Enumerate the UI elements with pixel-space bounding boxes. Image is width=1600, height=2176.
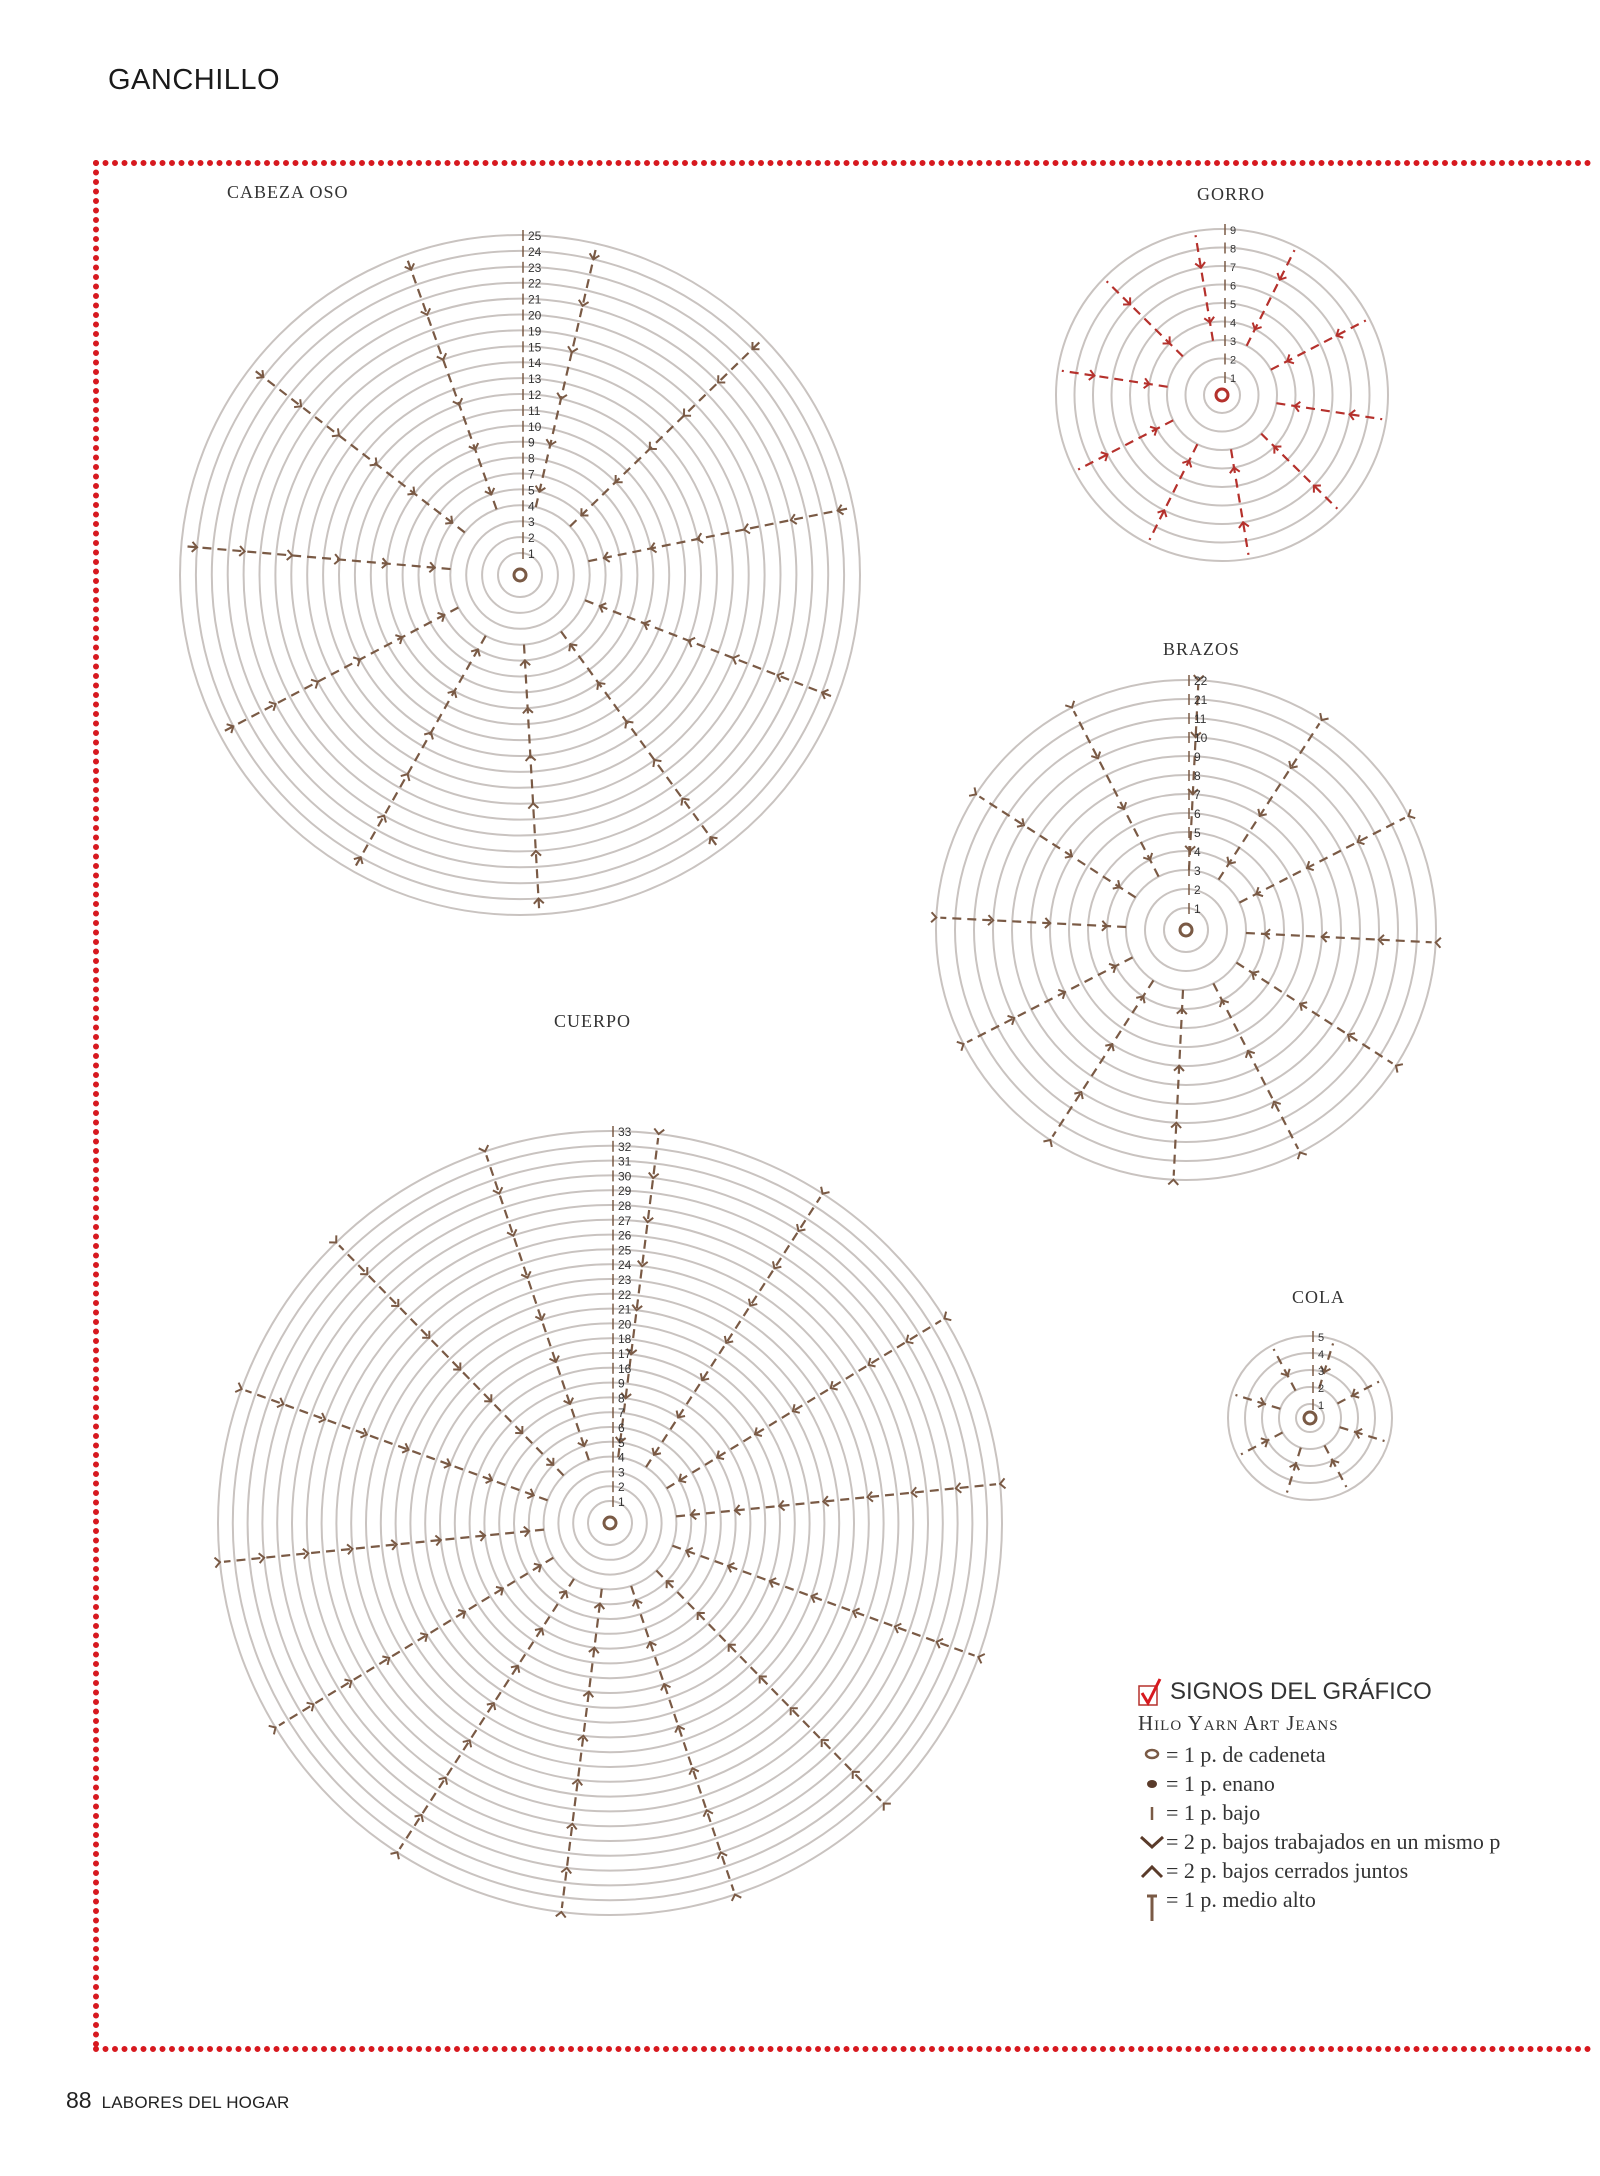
diagram-title-brazos: BRAZOS <box>1163 639 1241 659</box>
round-number: 13 <box>528 372 542 387</box>
round-ring <box>180 235 860 915</box>
diagram-title-gorro: GORRO <box>1197 184 1266 204</box>
stitch-spoke <box>646 1197 820 1467</box>
increase-mark <box>884 1804 891 1811</box>
legend-item <box>1138 1856 1558 1885</box>
round-number: 7 <box>1230 262 1237 274</box>
round-number: 4 <box>618 1450 625 1465</box>
round-number: 7 <box>618 1406 625 1421</box>
round-number: 30 <box>618 1169 632 1184</box>
round-ring <box>212 267 828 883</box>
round-ring <box>275 330 764 819</box>
round-number: 6 <box>618 1421 625 1435</box>
round-number: 2 <box>1318 1383 1325 1395</box>
round-number: 22 <box>528 276 542 291</box>
increase-mark <box>269 1726 276 1735</box>
round-ring <box>484 1397 735 1648</box>
legend-text: = 1 p. enano <box>1166 1771 1275 1796</box>
legend-item <box>1138 1798 1558 1827</box>
round-number: 32 <box>618 1139 632 1154</box>
increase-mark <box>1043 1140 1051 1147</box>
round-number: 3 <box>1318 1366 1325 1378</box>
increase-mark <box>424 733 433 740</box>
legend-text: = 1 p. de cadeneta <box>1166 1742 1326 1767</box>
stitch-spoke <box>1246 933 1432 942</box>
round-ring <box>1056 229 1388 561</box>
round-number: 12 <box>528 388 542 402</box>
round-ring <box>1228 1336 1392 1500</box>
round-ring <box>1088 832 1284 1028</box>
legend-text: = 2 p. bajos trabajados en un mismo p <box>1166 1829 1501 1854</box>
round-number: 1 <box>618 1495 625 1509</box>
round-ring <box>355 410 685 740</box>
increase-mark <box>1065 701 1074 708</box>
round-number: 27 <box>618 1213 632 1228</box>
round-number: 11 <box>1194 712 1207 726</box>
legend-text: = 2 p. bajos cerrados juntos <box>1166 1858 1409 1883</box>
increase-mark <box>653 760 661 767</box>
round-number: 24 <box>618 1258 632 1273</box>
slip-stitch-icon <box>1143 1776 1161 1790</box>
increase-mark <box>944 1312 951 1321</box>
legend-yarn: Hilo Yarn Art Jeans <box>1138 1711 1339 1735</box>
increase-mark <box>1408 809 1415 818</box>
stitch-spoke <box>1074 711 1159 877</box>
increase-mark <box>1298 1152 1307 1159</box>
legend-item <box>1138 1769 1558 1798</box>
round-ring <box>419 474 622 677</box>
round-number: 4 <box>1318 1349 1325 1361</box>
round-number: 4 <box>1194 845 1201 859</box>
center-ring-icon <box>514 569 526 581</box>
round-ring <box>336 1249 883 1796</box>
round-number: 16 <box>618 1361 632 1376</box>
round-number: 10 <box>528 419 542 434</box>
round-number: 14 <box>528 356 542 371</box>
round-ring <box>455 1368 765 1678</box>
round-number: 33 <box>618 1125 632 1139</box>
round-number: 29 <box>618 1184 632 1199</box>
stitch-spoke <box>631 1586 734 1891</box>
round-ring <box>588 1501 632 1545</box>
round-ring <box>482 537 558 613</box>
round-number: 21 <box>618 1302 632 1317</box>
round-number: 15 <box>528 340 542 355</box>
diagram-cuerpo <box>214 1125 1005 1918</box>
center-ring-icon <box>1180 924 1192 936</box>
round-ring <box>277 1190 943 1856</box>
round-number: 10 <box>1194 731 1208 745</box>
round-ring <box>292 1205 928 1841</box>
half-double-crochet-icon <box>1143 1892 1161 1922</box>
round-ring <box>544 1457 677 1590</box>
round-ring <box>307 1220 913 1826</box>
round-number: 1 <box>528 547 535 561</box>
stitch-spoke <box>1174 990 1183 1176</box>
legend-item <box>1138 1827 1558 1856</box>
increase-mark <box>370 457 377 465</box>
diagram-cabeza <box>180 229 860 915</box>
round-ring <box>1093 266 1351 524</box>
increase-mark <box>969 787 976 795</box>
legend <box>1138 1677 1558 1922</box>
round-number: 21 <box>528 292 542 307</box>
round-number: 5 <box>618 1435 625 1450</box>
stitch-spoke <box>486 1155 589 1460</box>
stitch-spoke <box>524 645 539 911</box>
increase-mark <box>625 721 633 728</box>
decrease-icon <box>1139 1863 1165 1879</box>
round-ring <box>573 1486 647 1560</box>
round-ring <box>351 1264 869 1782</box>
legend-text: = 1 p. bajo <box>1166 1800 1261 1825</box>
round-ring <box>499 1412 721 1634</box>
round-number: 9 <box>1194 750 1201 764</box>
check-icon <box>1138 1677 1164 1707</box>
round-ring <box>498 553 542 597</box>
round-number: 11 <box>528 403 541 418</box>
stitch-spoke <box>1239 818 1405 903</box>
round-number: 26 <box>618 1228 632 1243</box>
round-ring <box>260 315 781 836</box>
round-ring <box>291 346 748 803</box>
stitch-spoke <box>223 608 459 732</box>
round-ring <box>425 1338 795 1708</box>
increase-mark <box>1320 713 1328 720</box>
round-ring <box>381 1294 839 1752</box>
round-ring <box>974 718 1398 1142</box>
round-number: 6 <box>1194 807 1201 821</box>
round-ring <box>1145 889 1227 971</box>
center-ring-icon <box>1304 1412 1316 1424</box>
magazine-name: LABORES DEL HOGAR <box>101 2093 290 2112</box>
round-ring <box>244 299 797 852</box>
round-number: 20 <box>618 1317 632 1332</box>
round-ring <box>434 489 605 660</box>
round-number: 1 <box>1230 373 1237 385</box>
single-crochet-icon <box>1143 1805 1161 1821</box>
round-ring <box>1164 908 1208 952</box>
round-ring <box>1279 1387 1341 1449</box>
round-number: 7 <box>528 467 535 482</box>
round-ring <box>339 394 701 756</box>
round-number: 6 <box>1230 280 1237 293</box>
center-ring-icon <box>604 1517 616 1529</box>
round-number: 2 <box>1230 354 1237 367</box>
round-number: 3 <box>528 515 535 530</box>
increase-mark <box>650 442 657 449</box>
round-number: 3 <box>1194 864 1201 878</box>
legend-item <box>1138 1740 1558 1769</box>
round-number: 25 <box>618 1243 632 1258</box>
stitch-spoke <box>400 1579 574 1849</box>
stitch-spoke <box>940 918 1126 927</box>
legend-title: SIGNOS DEL GRÁFICO <box>1170 1678 1432 1705</box>
round-number: 9 <box>528 435 535 450</box>
stitch-spoke <box>667 1321 941 1489</box>
stitch-spoke <box>279 1558 553 1726</box>
round-number: 8 <box>1230 243 1237 256</box>
diagram-title-cuerpo: CUERPO <box>554 1011 632 1031</box>
round-ring <box>1107 851 1265 1009</box>
round-ring <box>1167 340 1277 450</box>
page-number: 88 <box>66 2087 92 2113</box>
round-number: 2 <box>618 1480 625 1495</box>
increase-mark <box>329 1235 336 1242</box>
increase-mark <box>1396 1064 1403 1072</box>
section-title: GANCHILLO <box>108 64 281 96</box>
round-number: 18 <box>618 1332 632 1347</box>
round-ring <box>1245 1353 1375 1483</box>
increase-mark <box>957 1042 964 1051</box>
round-ring <box>529 1442 691 1604</box>
round-number: 28 <box>618 1199 632 1213</box>
round-number: 2 <box>1194 883 1201 897</box>
round-number: 1 <box>1194 902 1201 916</box>
round-number: 17 <box>618 1347 632 1361</box>
round-ring <box>403 458 638 693</box>
stitch-spoke <box>967 957 1133 1042</box>
round-number: 2 <box>528 531 535 546</box>
round-number: 19 <box>528 324 542 339</box>
round-number: 25 <box>528 229 542 243</box>
round-ring <box>440 1353 780 1693</box>
stitch-spoke <box>185 546 450 569</box>
round-ring <box>387 442 654 709</box>
chain-stitch-icon <box>1143 1747 1161 1761</box>
diagram-title-cabeza: CABEZA OSO <box>227 182 349 202</box>
diagram-gorro <box>1056 224 1388 561</box>
round-number: 9 <box>618 1376 625 1391</box>
stitch-spoke <box>407 259 497 510</box>
legend-text: = 1 p. medio alto <box>1166 1887 1316 1912</box>
round-ring <box>396 1309 825 1738</box>
round-ring <box>233 1146 987 1900</box>
round-number: 20 <box>528 308 542 323</box>
legend-header <box>1138 1677 1558 1707</box>
round-ring <box>371 426 669 724</box>
increase-icon <box>1139 1834 1165 1850</box>
diagram-brazos <box>931 674 1441 1185</box>
round-number: 5 <box>1230 299 1237 311</box>
round-number: 23 <box>618 1273 632 1287</box>
increase-mark <box>390 1852 398 1859</box>
round-number: 7 <box>1194 788 1201 802</box>
increase-mark <box>733 655 739 664</box>
round-number: 9 <box>1230 225 1237 237</box>
increase-mark <box>353 657 360 666</box>
stitch-spoke <box>1213 983 1298 1149</box>
round-ring <box>322 1235 899 1812</box>
round-number: 5 <box>528 483 535 498</box>
round-number: 22 <box>618 1287 632 1302</box>
round-number: 22 <box>1194 674 1208 688</box>
center-ring-icon <box>1216 389 1228 401</box>
round-number: 5 <box>1194 826 1201 840</box>
round-number: 1 <box>1318 1400 1325 1412</box>
round-ring <box>248 1161 973 1886</box>
round-ring <box>1112 285 1333 506</box>
round-ring <box>323 378 717 772</box>
increase-mark <box>821 1187 829 1194</box>
round-number: 23 <box>528 260 542 275</box>
round-ring <box>1050 794 1322 1066</box>
page-footer <box>66 2087 290 2114</box>
round-number: 4 <box>528 499 535 514</box>
round-number: 8 <box>1194 769 1201 783</box>
round-number: 3 <box>618 1465 625 1480</box>
round-ring <box>196 251 844 899</box>
round-number: 24 <box>528 244 542 259</box>
legend-item <box>1138 1885 1558 1922</box>
round-ring <box>1262 1370 1358 1466</box>
round-number: 3 <box>1230 336 1237 348</box>
diagram-cola <box>1228 1331 1392 1500</box>
round-ring <box>450 505 589 644</box>
increase-mark <box>689 638 695 647</box>
round-number: 5 <box>1318 1332 1325 1344</box>
round-number: 21 <box>1194 693 1208 707</box>
round-number: 4 <box>1230 317 1237 330</box>
round-ring <box>470 1383 751 1664</box>
round-number: 8 <box>618 1391 625 1406</box>
round-ring <box>1031 775 1341 1085</box>
round-ring <box>1186 359 1259 432</box>
round-number: 8 <box>528 451 535 466</box>
round-ring <box>228 283 813 868</box>
round-ring <box>1012 756 1360 1104</box>
round-number: 31 <box>618 1154 632 1169</box>
diagram-title-cola: COLA <box>1292 1287 1345 1307</box>
round-ring <box>955 699 1417 1161</box>
